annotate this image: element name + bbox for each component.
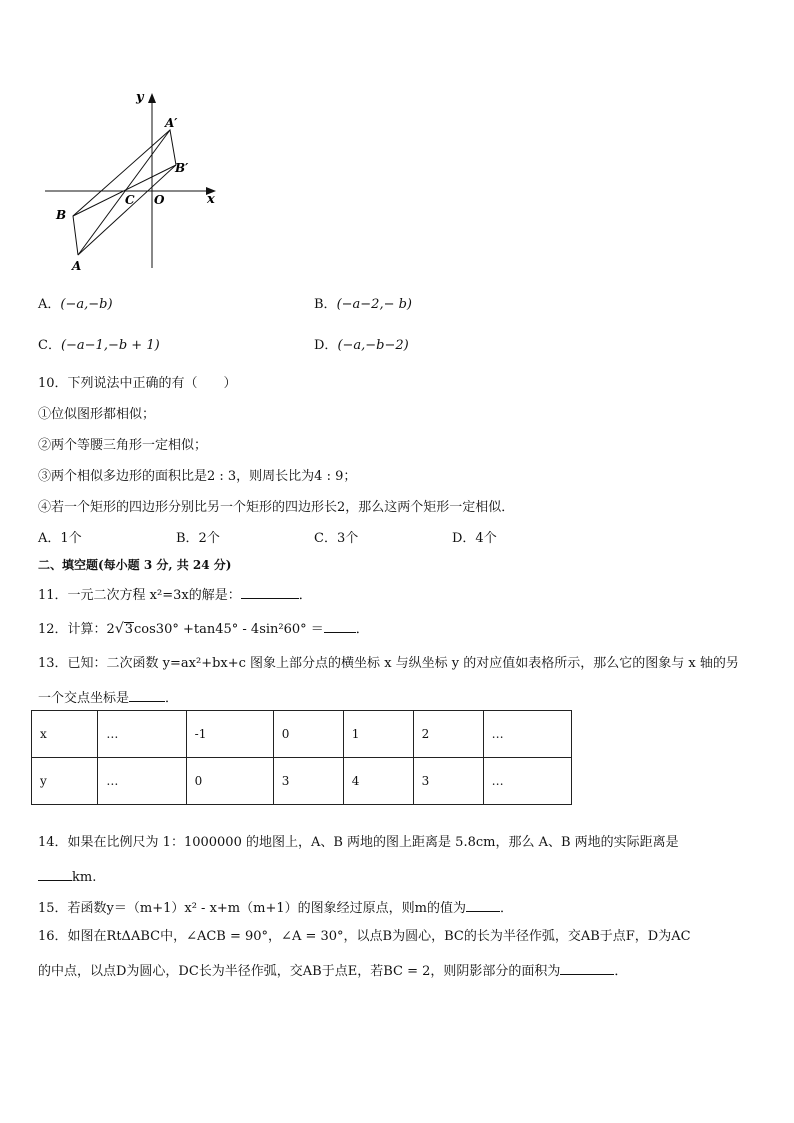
label-o: O	[154, 193, 165, 207]
table-cell: x	[32, 711, 98, 758]
xy-value-table	[31, 710, 572, 805]
table-cell: 1	[343, 711, 413, 758]
table-row	[32, 758, 572, 805]
table-cell: 3	[413, 758, 483, 805]
option-d[interactable]: D．(−a,−b−2)	[314, 338, 409, 353]
q15: 15．若函数y＝（m+1）x² - x+m（m+1）的图象经过原点，则m的值为 ．	[38, 897, 513, 918]
label-a-prime: A′	[165, 116, 178, 130]
table-row	[32, 711, 572, 758]
q10-option-b[interactable]: B．2个	[176, 531, 220, 546]
q13-line-1: 13．已知：二次函数 y=ax²+bx+c 图象上部分点的横坐标 x 与纵坐标 y 的对应值如表格所示，那么它的图象与 x 轴的另	[38, 656, 739, 671]
table-cell: y	[32, 758, 98, 805]
option-c[interactable]: C．(−a−1,−b + 1)	[38, 338, 160, 353]
q10-option-d[interactable]: D．4个	[452, 531, 497, 546]
q14-answer-blank[interactable]	[38, 866, 72, 881]
q11: 11．一元二次方程 x²=3x的解是： ．	[38, 584, 312, 605]
q15-answer-blank[interactable]	[466, 897, 500, 912]
option-a[interactable]: A．(−a,−b)	[38, 297, 113, 312]
q10-item-2: ②两个等腰三角形一定相似；	[38, 438, 208, 453]
table-cell: 3	[273, 758, 343, 805]
q10-stem: 10．下列说法中正确的有（ ）	[38, 376, 237, 391]
label-b: B	[56, 208, 67, 222]
table-cell: …	[483, 758, 571, 805]
option-d-expr: (−a,−b−2)	[337, 338, 409, 353]
q10-item-1: ①位似图形都相似；	[38, 407, 156, 422]
table-cell: …	[483, 711, 571, 758]
table-cell: 0	[273, 711, 343, 758]
table-cell: 0	[186, 758, 273, 805]
option-b-expr: (−a−2,− b)	[336, 297, 412, 312]
q14-line-2: km.	[38, 866, 96, 887]
q16-line-1: 16．如图在RtΔABC中，∠ACB = 90°，∠A = 30°，以点B为圆心，BC的长为半径作弧，交AB于点F，D为AC	[38, 929, 691, 944]
option-b[interactable]: B．(−a−2,− b)	[314, 297, 412, 312]
section-title: 二、填空题(每小题 3 分, 共 24 分)	[38, 558, 232, 572]
q13-answer-blank[interactable]	[129, 687, 165, 702]
q16-answer-blank[interactable]	[560, 960, 614, 975]
q14-line-1: 14．如果在比例尺为 1：1000000 的地图上，A、B 两地的图上距离是 5.8cm，那么 A、B 两地的实际距离是	[38, 835, 679, 850]
q12: 12．计算：2√3cos30° +tan45° - 4sin²60° ＝ ．	[38, 618, 369, 639]
table-cell: 2	[413, 711, 483, 758]
option-a-expr: (−a,−b)	[60, 297, 113, 312]
option-c-expr: (−a−1,−b + 1)	[60, 338, 160, 353]
coordinate-figure	[40, 85, 225, 275]
label-x: x	[207, 192, 215, 207]
q10-option-c[interactable]: C．3个	[314, 531, 359, 546]
y-axis-arrow	[148, 93, 156, 103]
label-b-prime: B′	[175, 161, 189, 175]
q12-answer-blank[interactable]	[324, 618, 356, 633]
q16-line-2: 的中点，以点D为圆心，DC长为半径作弧，交AB于点E，若BC = 2，则阴影部分的面积为 ．	[38, 960, 627, 981]
label-y: y	[136, 90, 144, 105]
q13-line-2: 一个交点坐标是 ．	[38, 687, 178, 708]
q11-answer-blank[interactable]	[241, 584, 299, 599]
table-cell: …	[98, 758, 186, 805]
label-c: C	[125, 193, 135, 207]
q10-item-4: ④若一个矩形的四边形分别比另一个矩形的四边形长2，那么这两个矩形一定相似．	[38, 500, 515, 515]
table-cell: 4	[343, 758, 413, 805]
table-cell: …	[98, 711, 186, 758]
q10-item-3: ③两个相似多边形的面积比是2 : 3，则周长比为4 : 9；	[38, 469, 357, 484]
label-a: A	[72, 259, 82, 273]
q10-option-a[interactable]: A．1个	[38, 531, 82, 546]
table-cell: -1	[186, 711, 273, 758]
